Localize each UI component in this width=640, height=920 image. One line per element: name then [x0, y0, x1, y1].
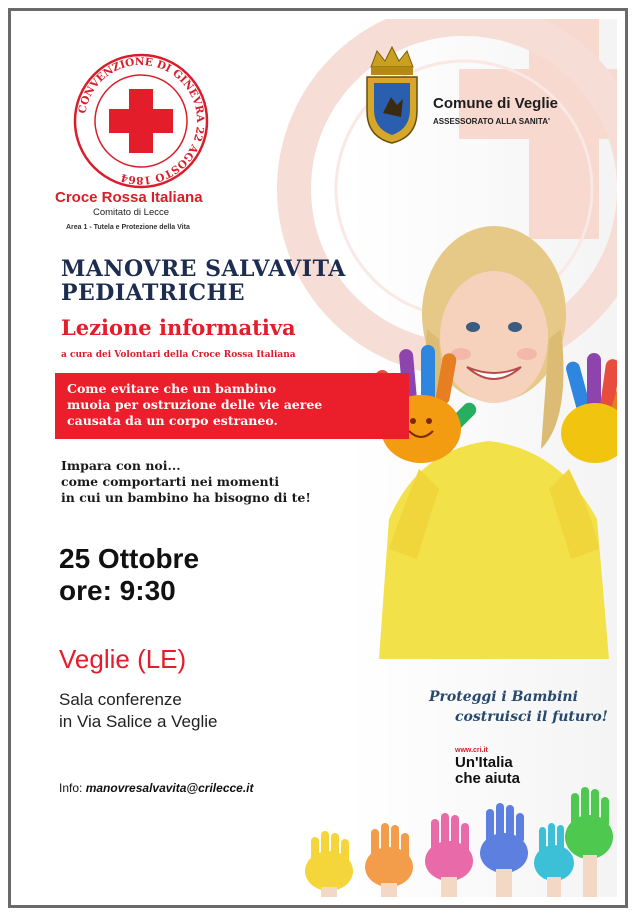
cri-comitato: Comitato di Lecce — [93, 207, 170, 218]
event-city: Veglie (LE) — [59, 644, 187, 674]
learn-line-3: in cui un bambino ha bisogno di te! — [61, 490, 311, 505]
warning-line-2: muoia per ostruzione delle vie aeree — [67, 397, 323, 412]
info-label: Info: — [59, 781, 83, 795]
event-date: 25 Ottobre — [59, 543, 200, 574]
learn-line-1: Impara con noi... — [61, 458, 181, 473]
painted-hands-icon — [299, 779, 617, 897]
event-time: ore: 9:30 — [59, 575, 176, 606]
learn-text — [61, 458, 311, 506]
seal-text: CONVENZIONE DI GINEVRA 22 AGOSTO 1864 — [76, 55, 207, 187]
event-venue — [59, 689, 217, 733]
learn-line-2: come comportarti nei momenti — [61, 474, 280, 489]
child-photo — [359, 219, 617, 659]
cri-area: Area 1 - Tutela e Protezione della Vita — [66, 224, 190, 231]
warning-line-3: causata da un corpo estraneo. — [67, 413, 278, 428]
headline-subtitle: Lezione informativa — [61, 315, 296, 340]
event-datetime — [59, 543, 199, 607]
headline-line-1: MANOVRE SALVAVITA — [61, 256, 346, 282]
curated-by: a cura dei Volontari della Croce Rossa Italiana — [61, 350, 296, 360]
info-contact — [59, 781, 254, 795]
warning-box — [55, 373, 409, 439]
venue-line-1: Sala conferenze — [59, 690, 182, 709]
headline-title — [61, 257, 346, 305]
slogan-line-1: Proteggi i Bambini — [429, 689, 578, 705]
campaign-url: www.cri.it — [455, 747, 488, 754]
poster-frame — [8, 8, 628, 908]
venue-line-2: in Via Salice a Veglie — [59, 712, 218, 731]
info-email: manovresalvavita@crilecce.it — [85, 781, 254, 795]
comune-subtitle: ASSESSORATO ALLA SANITA' — [433, 117, 550, 126]
headline-line-2: PEDIATRICHE — [61, 280, 246, 306]
comune-name: Comune di Veglie — [433, 95, 559, 112]
warning-line-1: Come evitare che un bambino — [67, 381, 277, 396]
cri-name: Croce Rossa Italiana — [55, 189, 203, 206]
slogan — [429, 687, 617, 727]
slogan-line-2: costruisci il futuro! — [455, 709, 608, 725]
campaign-line-1: Un'Italia — [455, 754, 513, 771]
campaign-line-2: che aiuta — [455, 770, 521, 787]
red-cross-emblem-icon — [71, 51, 211, 191]
poster — [19, 19, 617, 897]
municipal-crest-icon — [361, 45, 423, 145]
